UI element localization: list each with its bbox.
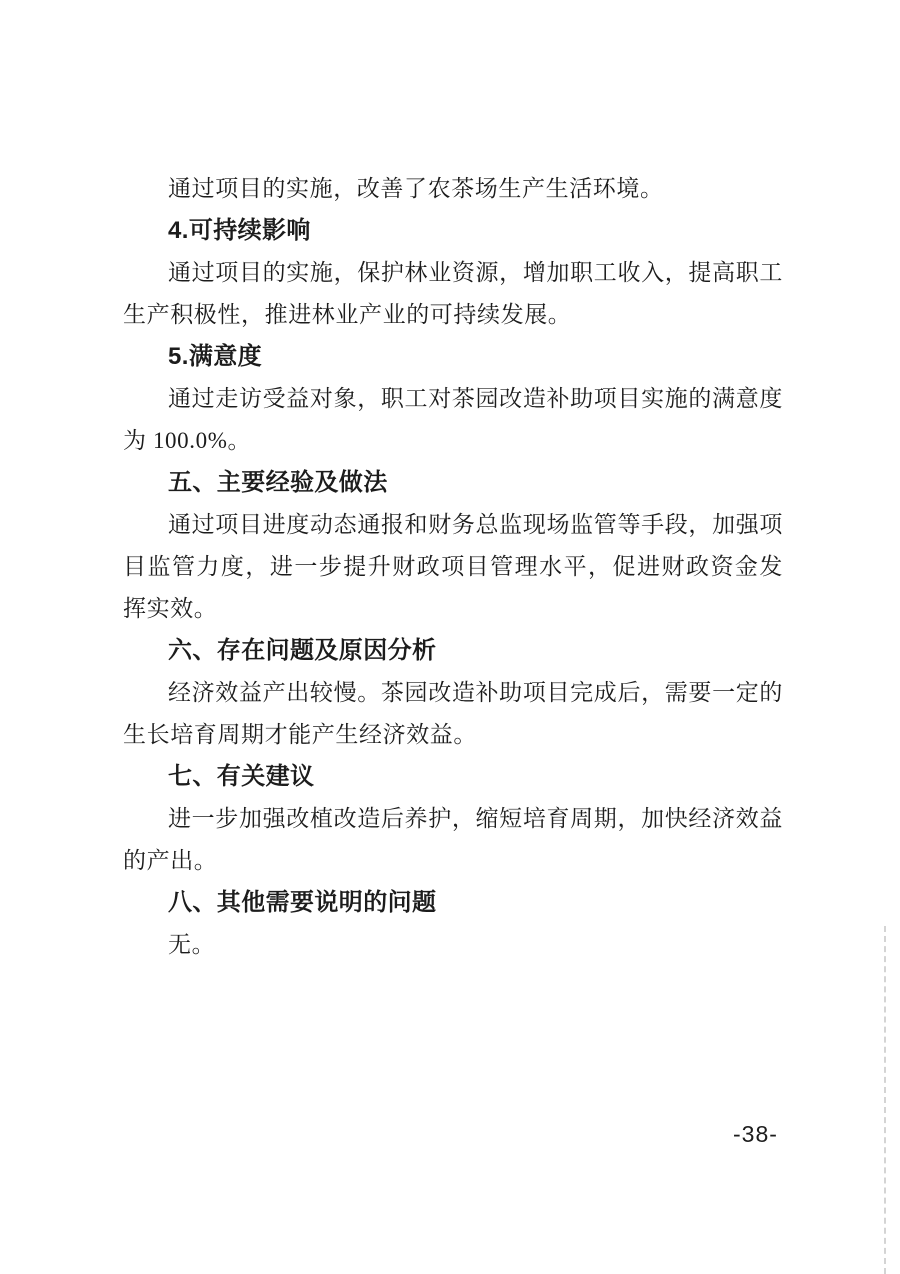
- paragraph-satisfaction: 通过走访受益对象，职工对茶园改造补助项目实施的满意度为 100.0%。: [123, 386, 783, 453]
- scan-artifact-dashed-line: [884, 926, 886, 1274]
- paragraph-sustainable-impact: 通过项目的实施，保护林业资源，增加职工收入，提高职工生产积极性，推进林业产业的可持续发展。: [123, 260, 783, 327]
- heading-satisfaction: 5.满意度: [168, 343, 263, 370]
- paragraph-suggestions: 进一步加强改植改造后养护，缩短培育周期，加快经济效益的产出。: [123, 806, 783, 873]
- paragraph-main-experience: 通过项目进度动态通报和财务总监现场监管等手段，加强项目监管力度，进一步提升财政项目管理水平，促进财政资金发挥实效。: [123, 512, 783, 621]
- paragraph-living-environment: 通过项目的实施，改善了农茶场生产生活环境。: [168, 176, 664, 201]
- heading-sustainable-impact: 4.可持续影响: [168, 217, 311, 244]
- heading-other-issues: 八、其他需要说明的问题: [168, 889, 437, 916]
- page-number: -38-: [733, 1121, 778, 1147]
- heading-suggestions: 七、有关建议: [168, 763, 315, 790]
- heading-main-experience: 五、主要经验及做法: [168, 469, 388, 496]
- document-body: [123, 168, 783, 966]
- paragraph-other-issues-none: 无。: [168, 932, 216, 957]
- paragraph-problems-analysis: 经济效益产出较慢。茶园改造补助项目完成后，需要一定的生长培育周期才能产生经济效益。: [123, 680, 783, 747]
- heading-problems-analysis: 六、存在问题及原因分析: [168, 637, 437, 664]
